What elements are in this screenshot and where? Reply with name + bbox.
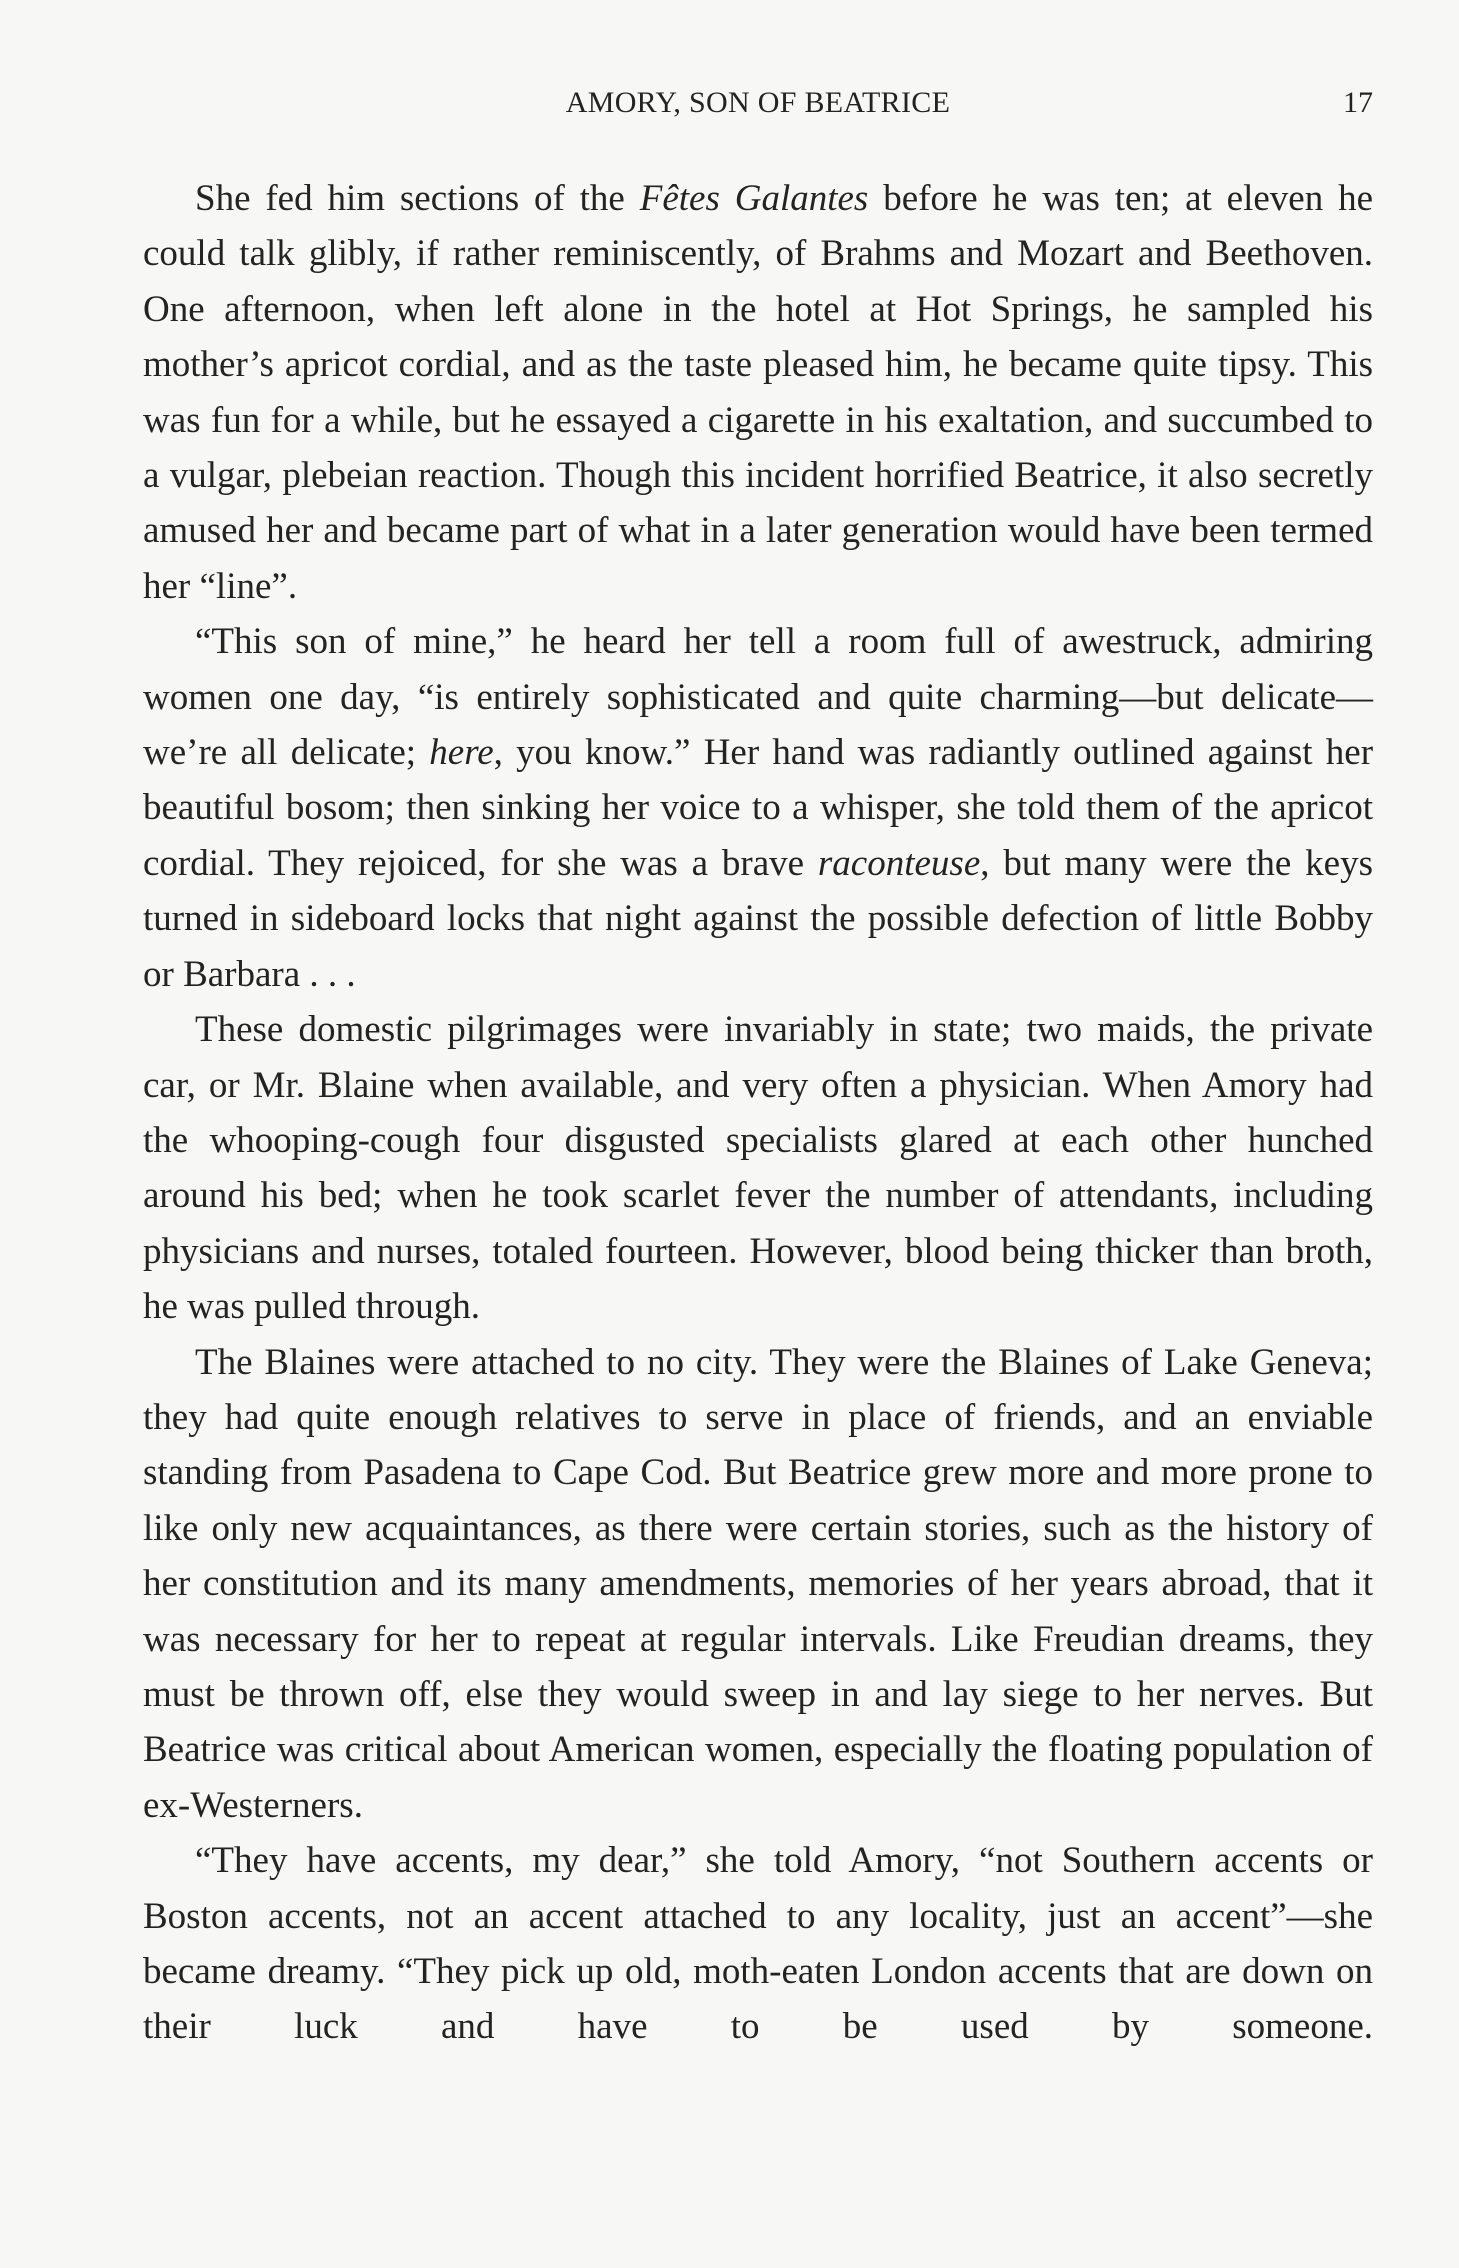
text-segment: She fed him sections of the	[195, 178, 640, 219]
italic-text: raconteuse	[817, 842, 981, 884]
text-segment: The Blaines were attached to no city. They were the Blaines of Lake Geneva; they had quite enough relatives to serve in place of friends, and an enviable standing from Pasadena to Cape Cod. But Beatrice grew more and more prone to like only new acquaintances, as there were certain stories, such as the history of her constitution and its many amendments, memories of her years abroad, that it was necessary for her to repeat at regular intervals. Like Freudian dreams, they must be thrown off, else they would sweep in and lay siege to her nerves. But Beatrice was critical about American women, especially the floating population of ex-Westerners.	[143, 1341, 1373, 1826]
text-segment: before he was ten; at eleven he could talk glibly, if rather reminiscently, of Brahms and Mozart and Beethoven. One afternoon, when left alone in the hotel at Hot Springs, he sampled his mother’s apricot cordial, and as the taste pleased him, he became quite tipsy. This was fun for a while, but he essayed a cigarette in his exaltation, and succumbed to a vulgar, plebeian reaction. Though this incident horrified Beatrice, it also secretly amused her and became part of what in a later generation would have been termed her “line”.	[143, 178, 1373, 607]
paragraph	[143, 614, 1373, 1002]
text-segment: “This son of mine,” he heard her tell a room full of awestruck, admiring women one day, “is entirely sophisticated and quite charming—but delicate—we’re all delicate;	[143, 621, 1373, 774]
text-segment: “They have accents, my dear,” she told Amory, “not Southern accents or Boston accents, not an accent attached to any locality, just an accent”—she became dreamy. “They pick up old, moth-eaten London accents that are down on their luck and have to be used by someone.	[143, 1840, 1373, 2048]
body-text	[143, 171, 1373, 2055]
paragraph	[143, 1002, 1373, 1334]
text-segment: , but many were the keys turned in sideboard locks that night against the possible defection of little Bobby or Barbara . . .	[143, 842, 1373, 995]
running-head	[143, 86, 1373, 136]
running-title: AMORY, SON OF BEATRICE	[565, 86, 951, 119]
text-segment: , you know.” Her hand was radiantly outlined against her beautiful bosom; then sinking her voice to a whisper, she told them of the apricot cordial. They rejoiced, for she was a brave	[143, 732, 1374, 884]
page-number: 17	[1343, 86, 1373, 119]
paragraph	[143, 171, 1373, 614]
italic-text: here	[429, 732, 494, 774]
paragraph	[143, 1335, 1373, 1834]
paragraph	[143, 1833, 1373, 2055]
italic-text: Fêtes Galantes	[639, 178, 869, 219]
text-segment: These domestic pilgrimages were invariably in state; two maids, the private car, or Mr. Blaine when available, and very often a physician. When Amory had the whooping-cough four disgusted specialists glared at each other hunched around his bed; when he took scarlet fever the number of attendants, including physicians and nurses, totaled fourteen. However, blood being thicker than broth, he was pulled through.	[143, 1009, 1373, 1328]
